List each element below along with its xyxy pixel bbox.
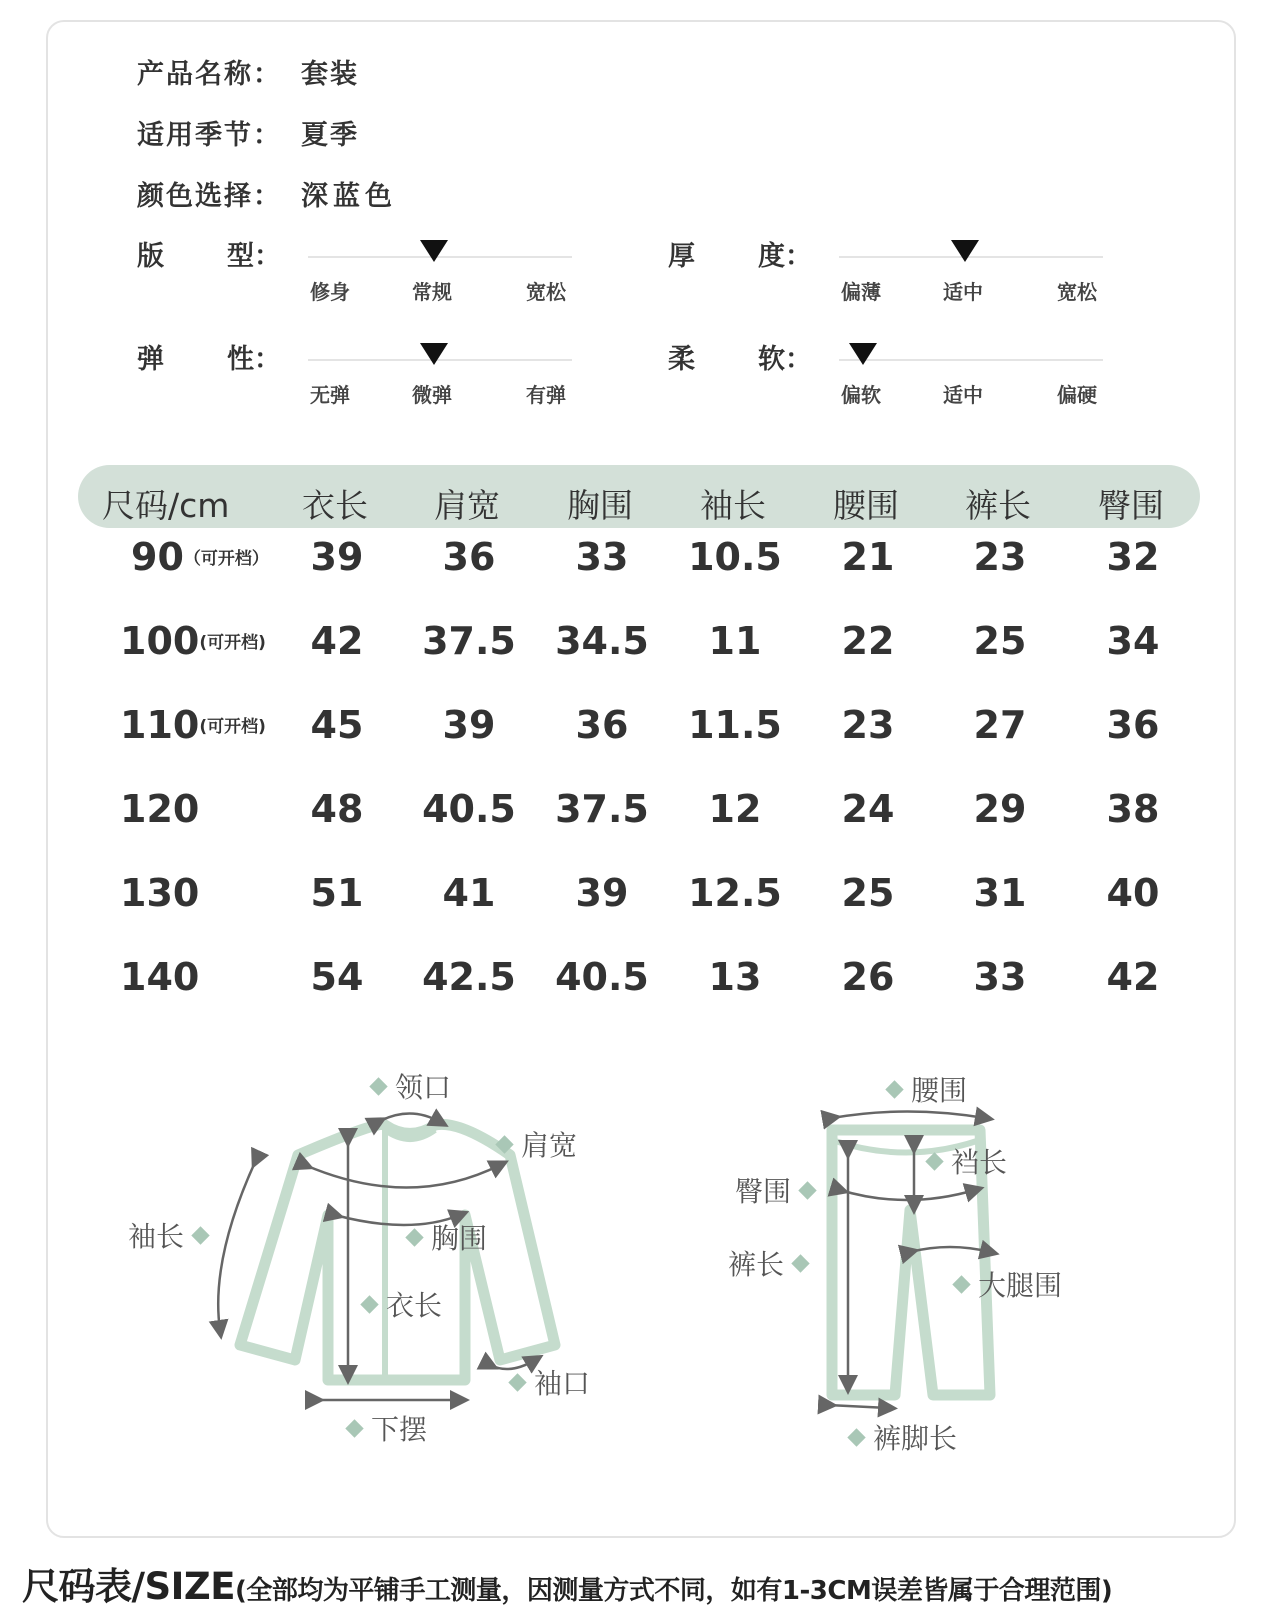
table-header-shoulder: 肩宽: [434, 486, 500, 525]
table-cell: 42: [1106, 955, 1160, 999]
table-cell: 39: [310, 535, 364, 579]
diamond-icon: [405, 1228, 423, 1246]
size-note: (可开档): [199, 633, 266, 653]
table-cell: 42.5: [422, 955, 516, 999]
table-cell: 32: [1106, 535, 1160, 579]
table-cell: 13: [708, 955, 762, 999]
size-note: (可开档): [199, 717, 266, 737]
diamond-icon: [791, 1254, 809, 1272]
table-cell: 31: [973, 871, 1027, 915]
diamond-icon: [495, 1135, 513, 1153]
table-cell: 42: [310, 619, 364, 663]
table-cell: 12.5: [688, 871, 782, 915]
table-header-length: 衣长: [302, 486, 368, 525]
footer-note: (全部均为平铺手工测量，因测量方式不同，如有1-3CM误差皆属于合理范围): [235, 1576, 1113, 1606]
color-label: 颜色选择：: [137, 181, 282, 212]
table-cell: 41: [442, 871, 496, 915]
table-row-size: [131, 535, 269, 579]
scale-option: 宽松: [1057, 280, 1097, 304]
label-shoulder: 肩宽: [498, 1124, 577, 1164]
footer-title: 尺码表/SIZE: [22, 1565, 236, 1608]
label-pants-length: 裤长: [728, 1243, 817, 1283]
table-cell: 39: [575, 871, 629, 915]
season-value: 夏季: [301, 120, 359, 151]
table-cell: 51: [310, 871, 364, 915]
table-cell: 37.5: [555, 787, 649, 831]
label-length: 衣长: [363, 1284, 442, 1324]
product-name-value: 套装: [301, 59, 359, 90]
table-cell: 29: [973, 787, 1027, 831]
table-cell: 11: [708, 619, 762, 663]
table-header-hip: 臀围: [1098, 486, 1164, 525]
scale-option: 有弹: [526, 383, 566, 407]
scale-option: 偏软: [841, 383, 881, 407]
table-cell: 22: [841, 619, 895, 663]
diamond-icon: [360, 1295, 378, 1313]
label-hip: 臀围: [735, 1170, 824, 1210]
table-cell: 27: [973, 703, 1027, 747]
diamond-icon: [191, 1226, 209, 1244]
table-cell: 33: [575, 535, 629, 579]
table-row-size: [120, 787, 199, 831]
size-value: 110: [120, 703, 200, 747]
table-header-pants-length: 裤长: [965, 486, 1031, 525]
label-waist: 腰围: [888, 1069, 967, 1109]
scale-option: 偏薄: [841, 280, 881, 304]
diamond-icon: [847, 1428, 865, 1446]
table-cell: 25: [973, 619, 1027, 663]
season-label: 适用季节：: [137, 120, 282, 151]
label-thigh: 大腿围: [955, 1264, 1062, 1304]
table-cell: 25: [841, 871, 895, 915]
fit-scale: [308, 236, 572, 306]
size-value: 140: [120, 955, 200, 999]
size-value: 90: [131, 535, 184, 579]
scale-option: 修身: [310, 280, 350, 304]
scale-option: 微弹: [412, 383, 452, 407]
label-chest: 胸围: [408, 1217, 487, 1257]
table-row-size: [120, 955, 199, 999]
season-row: [137, 113, 359, 152]
softness-scale: [839, 339, 1103, 409]
size-value: 130: [120, 871, 200, 915]
table-row-size: [120, 619, 266, 663]
scale-indicator-icon: [420, 240, 448, 262]
diamond-icon: [508, 1373, 526, 1391]
table-cell: 36: [1106, 703, 1160, 747]
diamond-icon: [345, 1419, 363, 1437]
product-name-row: [137, 52, 359, 91]
product-name-label: 产品名称：: [137, 59, 282, 90]
table-row-size: [120, 703, 266, 747]
scale-option: 常规: [412, 280, 452, 304]
table-cell: 23: [973, 535, 1027, 579]
diamond-icon: [369, 1077, 387, 1095]
scale-option: 宽松: [526, 280, 566, 304]
table-cell: 34.5: [555, 619, 649, 663]
table-cell: 36: [575, 703, 629, 747]
table-cell: 12: [708, 787, 762, 831]
scale-indicator-icon: [849, 343, 877, 365]
footer-caption: [22, 1556, 1112, 1610]
table-header-chest: 胸围: [567, 486, 633, 525]
table-header-sleeve: 袖长: [700, 486, 766, 525]
table-cell: 36: [442, 535, 496, 579]
diamond-icon: [798, 1181, 816, 1199]
label-rise: 裆长: [928, 1141, 1007, 1181]
table-cell: 45: [310, 703, 364, 747]
size-note: （可开档）: [183, 549, 269, 569]
table-cell: 40.5: [422, 787, 516, 831]
label-cuff: 袖口: [511, 1362, 590, 1402]
scale-indicator-icon: [420, 343, 448, 365]
color-value: 深蓝色: [301, 181, 397, 212]
table-header-waist: 腰围: [833, 486, 899, 525]
diamond-icon: [952, 1275, 970, 1293]
scale-line: [839, 359, 1103, 361]
table-cell: 37.5: [422, 619, 516, 663]
scale-option: 无弹: [310, 383, 350, 407]
table-header-size: 尺码/cm: [102, 486, 230, 525]
label-collar: 领口: [372, 1066, 451, 1106]
table-cell: 11.5: [688, 703, 782, 747]
table-cell: 21: [841, 535, 895, 579]
table-cell: 54: [310, 955, 364, 999]
table-cell: 24: [841, 787, 895, 831]
label-leg-opening: 裤脚长: [850, 1417, 957, 1457]
color-row: [137, 174, 397, 213]
table-cell: 48: [310, 787, 364, 831]
thickness-scale: [839, 236, 1103, 306]
table-cell: 34: [1106, 619, 1160, 663]
label-hem: 下摆: [348, 1408, 427, 1448]
elasticity-scale: [308, 339, 572, 409]
size-value: 120: [120, 787, 200, 831]
scale-option: 偏硬: [1057, 383, 1097, 407]
diamond-icon: [885, 1080, 903, 1098]
scale-option: 适中: [943, 280, 983, 304]
label-sleeve: 袖长: [128, 1215, 217, 1255]
table-cell: 38: [1106, 787, 1160, 831]
size-table-header: [78, 465, 1200, 528]
size-value: 100: [120, 619, 200, 663]
table-cell: 33: [973, 955, 1027, 999]
measurement-diagram: [80, 1060, 1180, 1510]
scale-indicator-icon: [951, 240, 979, 262]
table-cell: 40.5: [555, 955, 649, 999]
table-cell: 10.5: [688, 535, 782, 579]
scale-option: 适中: [943, 383, 983, 407]
table-cell: 26: [841, 955, 895, 999]
table-cell: 23: [841, 703, 895, 747]
table-row-size: [120, 871, 199, 915]
diamond-icon: [925, 1152, 943, 1170]
table-cell: 39: [442, 703, 496, 747]
table-cell: 40: [1106, 871, 1160, 915]
